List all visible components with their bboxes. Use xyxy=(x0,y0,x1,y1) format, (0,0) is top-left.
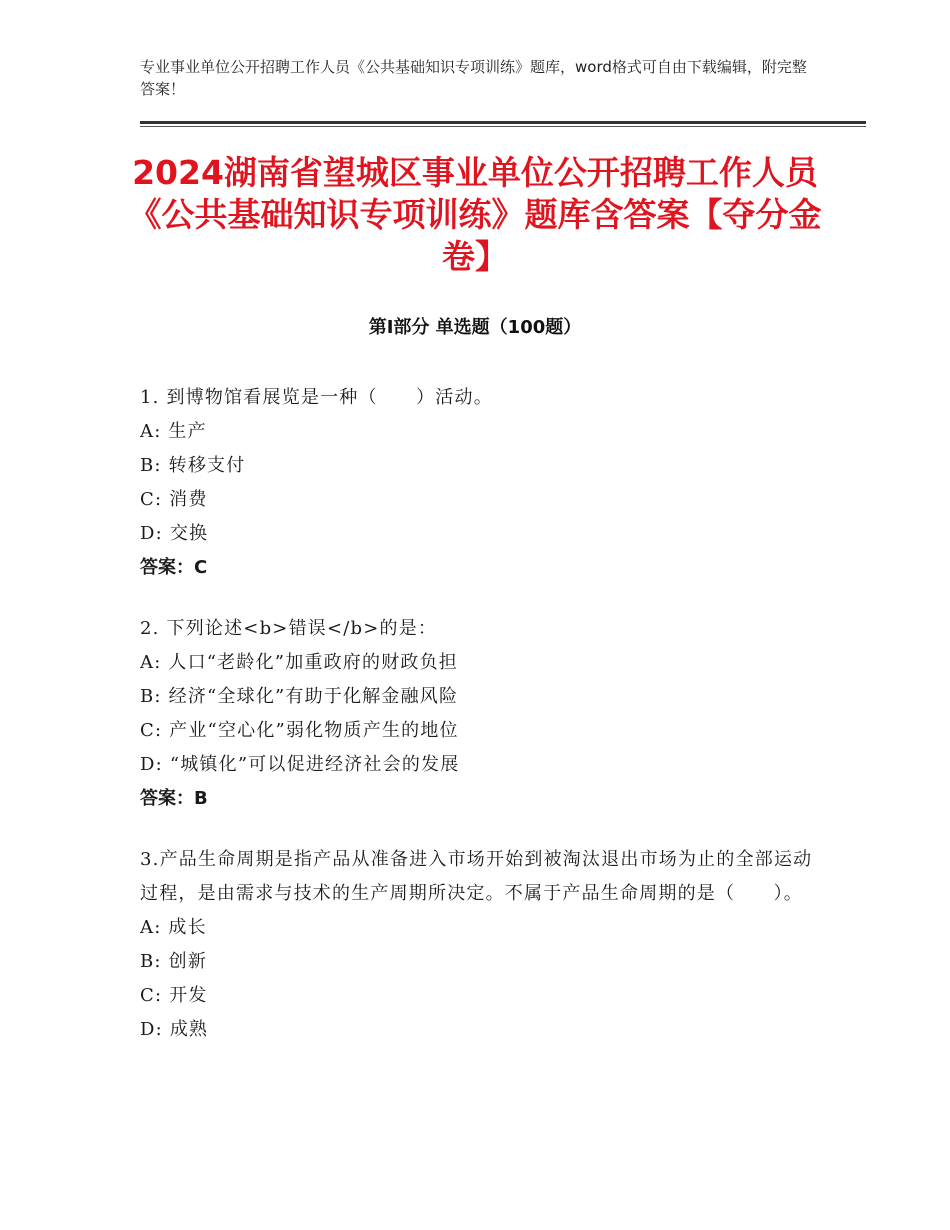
question-stem: 1. 到博物馆看展览是一种（ ）活动。 xyxy=(140,387,493,408)
question-stem: 3.产品生命周期是指产品从准备进入市场开始到被淘汰退出市场为止的全部运动过程，是由需求与技术的生产周期所决定。不属于产品生命周期的是（ ）。 xyxy=(140,849,813,904)
option-c: C: 产业“空心化”弱化物质产生的地位 xyxy=(140,720,459,741)
option-b: B: 经济“全球化”有助于化解金融风险 xyxy=(140,686,459,707)
question-3 xyxy=(140,843,820,1047)
option-c: C: 开发 xyxy=(140,985,208,1006)
header-rule-thin xyxy=(140,126,866,127)
answer-line: 答案：C xyxy=(140,557,208,578)
answer-line: 答案：B xyxy=(140,788,208,809)
question-2 xyxy=(140,612,820,816)
question-1 xyxy=(140,381,820,585)
option-d: D: 交换 xyxy=(140,523,209,544)
document-title: 2024湖南省望城区事业单位公开招聘工作人员《公共基础知识专项训练》题库含答案【夺分金卷】 xyxy=(128,153,822,276)
option-c: C: 消费 xyxy=(140,489,208,510)
option-d: D: “城镇化”可以促进经济社会的发展 xyxy=(140,754,460,775)
section-heading: 第Ⅰ部分 单选题（100题） xyxy=(368,317,582,338)
header-rule-thick xyxy=(140,121,866,124)
option-a: A: 成长 xyxy=(140,917,207,938)
option-a: A: 人口“老龄化”加重政府的财政负担 xyxy=(140,652,458,673)
option-b: B: 转移支付 xyxy=(140,455,246,476)
question-stem: 2. 下列论述<b>错误</b>的是： xyxy=(140,618,438,639)
header-note: 专业事业单位公开招聘工作人员《公共基础知识专项训练》题库，word格式可自由下载编辑，附完整答案！ xyxy=(140,58,807,98)
option-a: A: 生产 xyxy=(140,421,207,442)
option-b: B: 创新 xyxy=(140,951,208,972)
question-list xyxy=(140,381,820,1074)
option-d: D: 成熟 xyxy=(140,1019,209,1040)
